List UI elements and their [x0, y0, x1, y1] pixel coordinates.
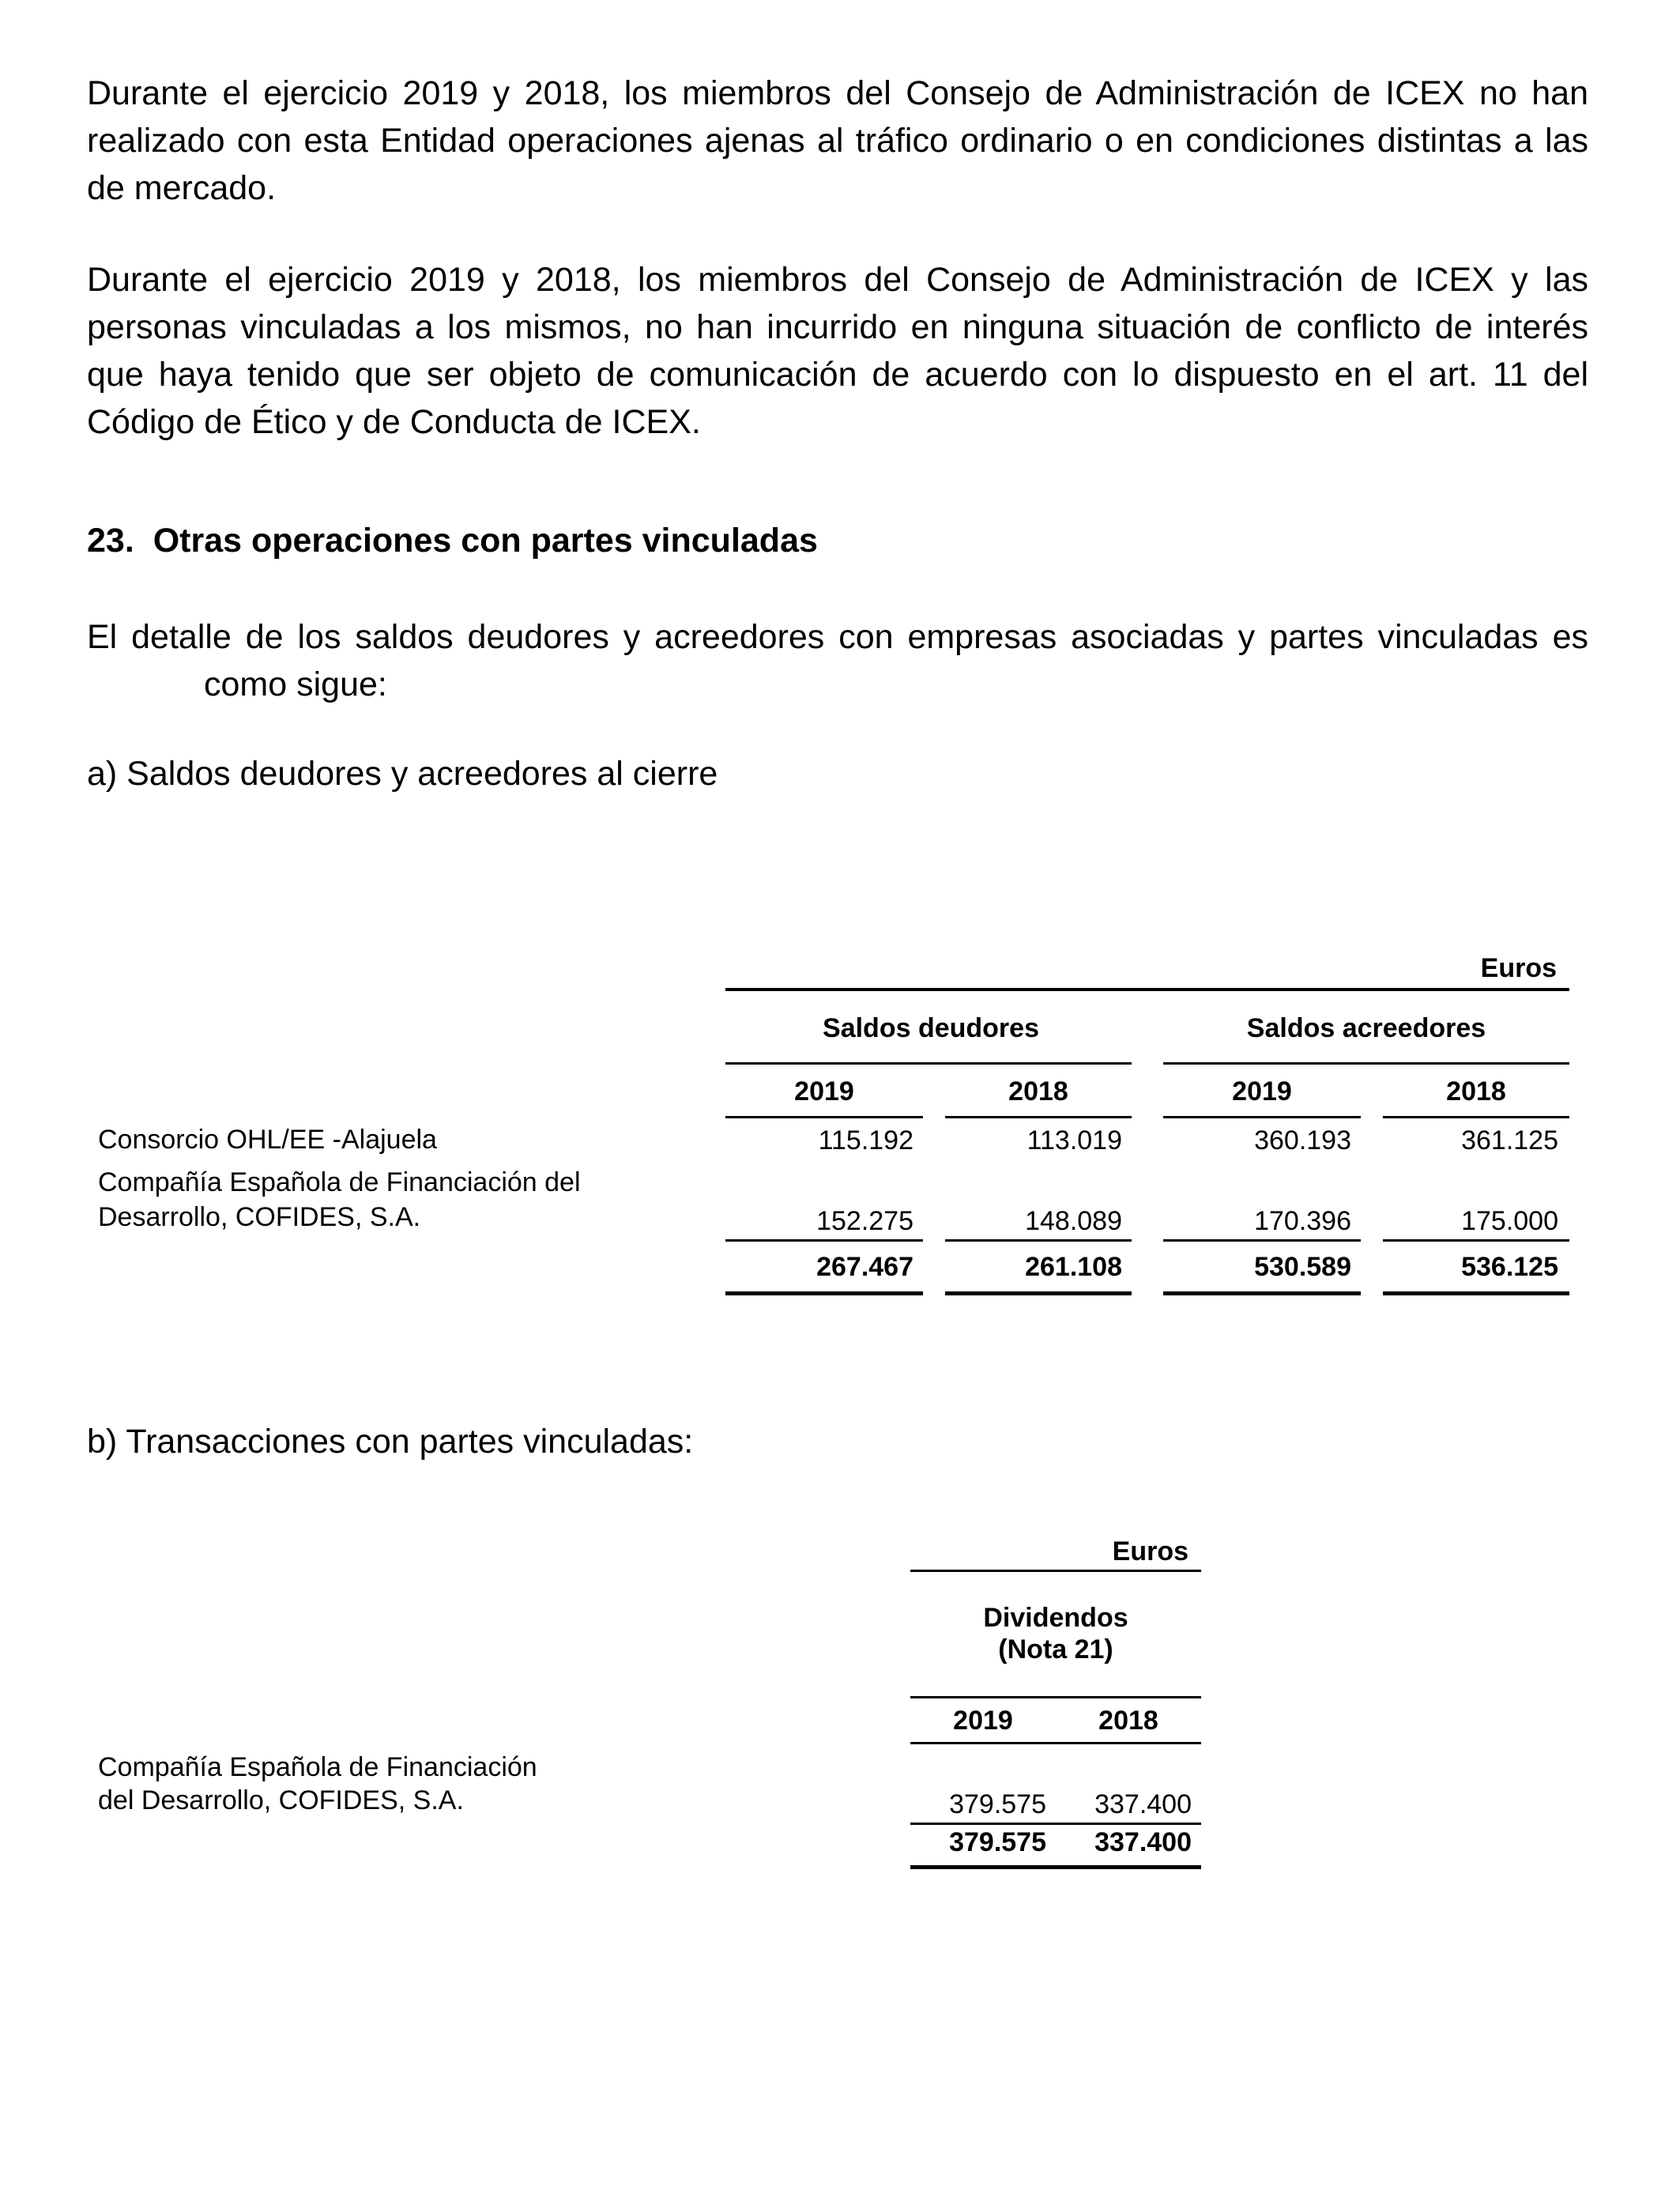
- table-a-row-1-value-2: 113.019: [1026, 1125, 1122, 1155]
- table-a-row-2-label-line-2: Desarrollo, COFIDES, S.A.: [98, 1202, 421, 1232]
- table-a-year-4: 2018: [1446, 1076, 1506, 1106]
- table-a-row-1-value-4: 361.125: [1461, 1125, 1558, 1155]
- paragraph-2: Durante el ejercicio 2019 y 2018, los miembros del Consejo de Administración de ICEX y las personas vinculadas a los mismos, no han incurrido en ninguna situación de conflicto de interés que haya tenido que ser objeto de comunicación de acuerdo con lo dispuesto en el art. 11 del Código de Ético y de Conducta de ICEX.: [87, 261, 1588, 441]
- table-a-year-rule-2: [945, 1116, 1132, 1118]
- table-a-subtotal-rule-3: [1163, 1239, 1361, 1242]
- table-b-year-rule: [910, 1742, 1201, 1744]
- table-a-year-rule-1: [725, 1116, 923, 1118]
- section-number: 23.: [87, 522, 134, 560]
- table-a-group-acreedores: Saldos acreedores: [1246, 1013, 1486, 1043]
- table-a-year-rule-4: [1383, 1116, 1569, 1118]
- table-a-group-deudores: Saldos deudores: [823, 1013, 1039, 1043]
- table-a-total-rule-4: [1383, 1291, 1569, 1295]
- table-a-unit: Euros: [1480, 953, 1557, 983]
- table-a-year-1: 2019: [794, 1076, 854, 1106]
- table-a-year-3: 2019: [1232, 1076, 1292, 1106]
- table-b-row-label-line-1: Compañía Española de Financiación: [98, 1752, 537, 1782]
- paragraph-1: Durante el ejercicio 2019 y 2018, los miembros del Consejo de Administración de ICEX no han realizado con esta Entidad operaciones ajenas al tráfico ordinario o en condiciones distintas a las de mercado.: [87, 74, 1588, 207]
- table-b-row-value-2: 337.400: [1094, 1789, 1192, 1819]
- table-b-row-label-line-2: del Desarrollo, COFIDES, S.A.: [98, 1785, 464, 1815]
- table-a-year-2: 2018: [1008, 1076, 1068, 1106]
- table-a-subtotal-rule-4: [1383, 1239, 1569, 1242]
- table-a-row-1-value-1: 115.192: [818, 1125, 913, 1155]
- table-b-year-1: 2019: [953, 1706, 1013, 1736]
- table-b-total-rule: [910, 1865, 1201, 1869]
- table-b-total-1: 379.575: [949, 1827, 1046, 1857]
- intro-line-1: El detalle de los saldos deudores y acreedores con empresas asociadas y partes vinculadas es: [87, 618, 1588, 656]
- table-b-row-value-1: 379.575: [949, 1789, 1046, 1819]
- table-b-subtotal-rule: [910, 1823, 1201, 1825]
- table-a-group-rule-acreedores: [1163, 1062, 1569, 1065]
- table-a-total-3: 530.589: [1254, 1252, 1351, 1282]
- table-b-unit: Euros: [1112, 1536, 1188, 1566]
- table-a-row-2-value-3: 170.396: [1254, 1206, 1351, 1236]
- table-a-total-rule-3: [1163, 1291, 1361, 1295]
- table-a-subtotal-rule-2: [945, 1239, 1132, 1242]
- table-a-group-rule-deudores: [725, 1062, 1132, 1065]
- table-b-year-2: 2018: [1098, 1706, 1158, 1736]
- table-a-row-1-value-3: 360.193: [1254, 1125, 1351, 1155]
- table-a-total-1: 267.467: [816, 1252, 913, 1282]
- section-heading: [87, 522, 818, 560]
- table-b-group-line-2: (Nota 21): [998, 1634, 1113, 1664]
- table-b-caption: b) Transacciones con partes vinculadas:: [87, 1423, 694, 1461]
- table-a-row-2-value-1: 152.275: [816, 1206, 913, 1236]
- table-a-row-2-value-2: 148.089: [1025, 1206, 1122, 1236]
- table-a-top-rule: [725, 988, 1569, 991]
- table-a-subtotal-rule-1: [725, 1239, 923, 1242]
- intro-line-2: como sigue:: [204, 665, 387, 703]
- table-b-top-rule: [910, 1570, 1201, 1572]
- intro-paragraph: [87, 613, 1588, 708]
- table-a-caption: a) Saldos deudores y acreedores al cierre: [87, 755, 718, 793]
- table-a-total-rule-1: [725, 1291, 923, 1295]
- table-a-total-4: 536.125: [1461, 1252, 1558, 1282]
- table-a-row-2-label-line-1: Compañía Española de Financiación del: [98, 1167, 581, 1197]
- table-b-total-2: 337.400: [1094, 1827, 1192, 1857]
- table-a-total-2: 261.108: [1025, 1252, 1122, 1282]
- table-a-row-1-label: Consorcio OHL/EE -Alajuela: [98, 1125, 437, 1155]
- table-a-row-2-value-4: 175.000: [1461, 1206, 1558, 1236]
- table-a-total-rule-2: [945, 1291, 1132, 1295]
- table-a-year-rule-3: [1163, 1116, 1361, 1118]
- section-title: Otras operaciones con partes vinculadas: [153, 522, 818, 560]
- table-b-group-line-1: Dividendos: [983, 1603, 1128, 1633]
- table-b-group-rule: [910, 1696, 1201, 1698]
